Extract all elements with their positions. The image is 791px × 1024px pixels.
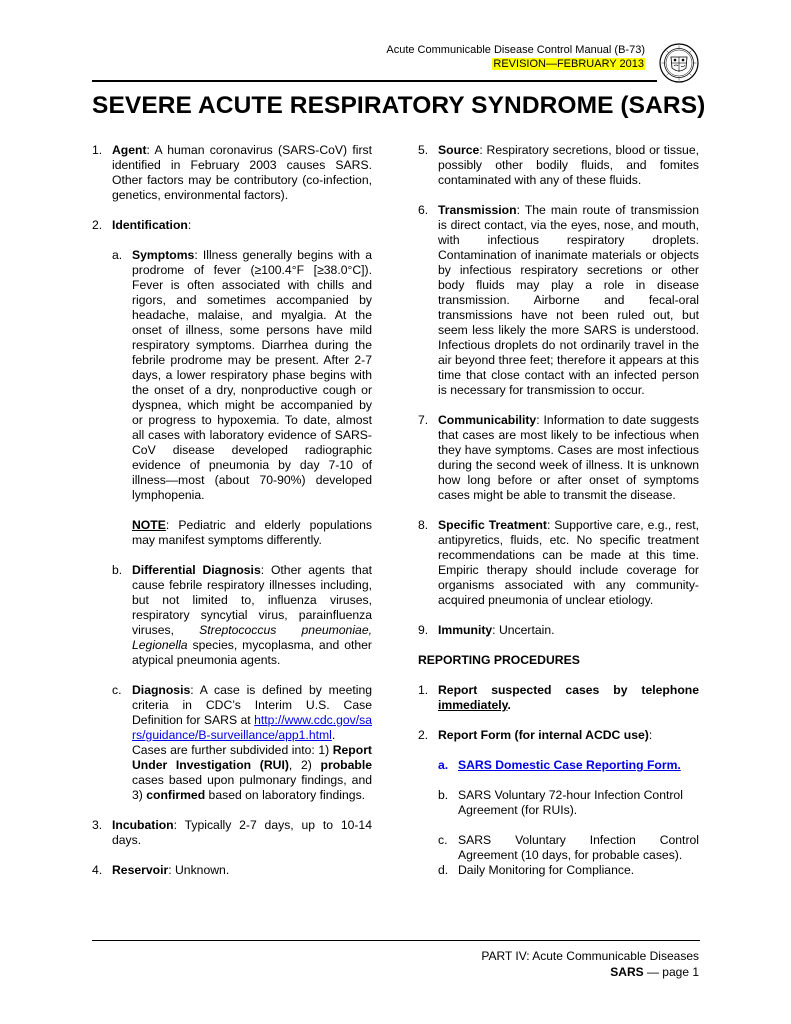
sars-domestic-case-form-link[interactable]: SARS Domestic Case Reporting Form.	[458, 758, 681, 772]
item-text: :	[187, 218, 192, 232]
item-body	[438, 203, 699, 398]
form-item	[438, 833, 699, 863]
footer-page	[610, 965, 699, 979]
section-agent	[92, 143, 372, 203]
item-label: Transmission	[438, 203, 517, 217]
sub-text: : A case is defined by meeting criteria in CDC’s Interim U.S. Case Definition for SARS at	[132, 683, 372, 727]
item-number: 3.	[92, 818, 103, 832]
section-incubation	[92, 818, 372, 848]
item-label: Incubation	[112, 818, 174, 832]
item-body	[112, 218, 372, 803]
subsection-differential	[112, 563, 372, 668]
section-identification	[92, 218, 372, 803]
sub-body	[132, 563, 372, 668]
footer-page-text: — page 1	[643, 965, 699, 979]
form-letter: b.	[438, 788, 449, 802]
item-number: 8.	[418, 518, 429, 532]
section-source	[418, 143, 699, 188]
section-immunity	[418, 623, 699, 638]
sub-label: Differential Diagnosis	[132, 563, 261, 577]
left-column	[92, 143, 372, 893]
form-item	[438, 788, 699, 818]
item-number: 4.	[92, 863, 103, 877]
form-body: SARS Voluntary Infection Control Agreement (10 days, for probable cases).	[458, 833, 699, 862]
item-number: 6.	[418, 203, 429, 217]
form-item	[438, 758, 699, 773]
item-text: : Typically 2-7 days, up to 10-14 days.	[112, 818, 372, 847]
page-title: SEVERE ACUTE RESPIRATORY SYNDROME (SARS)	[92, 92, 706, 119]
item-tail: :	[648, 728, 653, 742]
sub-label: Diagnosis	[132, 683, 191, 697]
right-column	[418, 143, 699, 893]
item-body	[438, 728, 699, 878]
item-label: Specific Treatment	[438, 518, 547, 532]
form-body: Daily Monitoring for Compliance.	[458, 863, 635, 877]
sub-text: : Illness generally begins with a prodrome of fever (≥100.4°F [≥38.0°C]). Fever is often associated with chills and rigors, and sometimes accompanied by headache, malaise, and myalgia. At the onset of illness, some persons have mild respiratory symptoms. Diarrhea during the febrile prodrome may be present. After 2-7 days, a lower respiratory phase begins with the onset of a dry, nonproductive cough or dyspnea, which might be accompanied by or progress to hypoxemia. To date, almost all cases with laboratory evidence of SARS-CoV disease developed radiographic evidence of pneumonia by day 7-10 of illness—most (about 70-90%) developed lymphopenia.	[132, 248, 372, 502]
item-text: : Uncertain.	[492, 623, 555, 637]
form-letter: c.	[438, 833, 448, 847]
item-label: Communicability	[438, 413, 537, 427]
sub-letter: b.	[112, 563, 123, 577]
item-label: Reservoir	[112, 863, 169, 877]
header-manual: Acute Communicable Disease Control Manual (B-73)	[386, 44, 645, 56]
section-specific-treatment	[418, 518, 699, 608]
item-text: : A human coronavirus (SARS-CoV) first identified in February 2003 causes SARS. Other factors may be contributory (co-infection, genetics, environmental factors).	[112, 143, 372, 202]
item-number: 1.	[418, 683, 429, 697]
sub-text: cases based upon pulmonary findings, and 3)	[132, 773, 372, 802]
sub-italic: Streptococcus pneumoniae, Legionella	[132, 623, 372, 652]
reporting-procedures-heading: REPORTING PROCEDURES	[418, 653, 580, 667]
footer-page-label: SARS	[610, 965, 644, 979]
item-number: 1.	[92, 143, 103, 157]
section-transmission	[418, 203, 699, 398]
item-text: : The main route of transmission is direct contact, via the eyes, nose, and mouth, with infectious respiratory droplets. Contamination of inanimate materials or objects by infectious respiratory secretions or other body fluids may play a role in disease transmission. Airborne and fecal-oral transmissions have not been ruled out, but seem less likely the more SARS is understood. Infectious droplets do not ordinarily travel in the air beyond three feet; therefore it appears at this time that close contact with an infected person is necessary for transmission to occur.	[438, 203, 699, 397]
item-body	[438, 623, 699, 638]
item-number: 2.	[92, 218, 103, 232]
sub-text: species, mycoplasma, and other atypical pneumonia agents.	[132, 638, 372, 667]
form-item	[438, 863, 699, 878]
item-text: : Information to date suggests that cases are most likely to be infectious when they have symptoms. Cases are most infectious during the second week of illness. It is unknown how long before or after onset of symptoms cases might be able to transmit the disease.	[438, 413, 699, 502]
sub-letter: c.	[112, 683, 122, 697]
note-label: NOTE	[132, 518, 166, 532]
item-body	[112, 143, 372, 203]
section-reservoir	[92, 863, 372, 878]
sub-letter: a.	[112, 248, 123, 262]
item-text: : Supportive care, e.g., rest, antipyretics, fluids, etc. No specific treatment recommendations can be made at this time. Empiric therapy should include coverage for organisms associated with any community-acquired pneumonia of unclear etiology.	[438, 518, 699, 607]
item-body	[112, 863, 372, 878]
item-text: : Unknown.	[168, 863, 230, 877]
rui-label: Report Under Investigation (RUI)	[132, 743, 372, 772]
item-number: 7.	[418, 413, 429, 427]
header-rule	[92, 80, 657, 82]
item-underlined: immediately	[438, 698, 508, 712]
sub-text: : Other agents that cause febrile respiratory illnesses including, but not limited to, influenza viruses, respiratory syncytial virus, parainfluenza viruses,	[132, 563, 372, 637]
item-label: Report suspected cases by telephone	[438, 683, 699, 697]
form-letter: d.	[438, 863, 449, 877]
header-revision: REVISION—FEBRUARY 2013	[493, 58, 644, 70]
probable-label: probable	[320, 758, 372, 772]
item-number: 5.	[418, 143, 429, 157]
item-label: Report Form (for internal ACDC use)	[438, 728, 649, 742]
county-seal-icon	[659, 43, 699, 83]
item-tail: .	[507, 698, 511, 712]
item-body	[438, 683, 699, 713]
subsection-symptoms	[112, 248, 372, 548]
item-body	[438, 413, 699, 503]
report-step-form	[418, 728, 699, 878]
sub-body	[132, 683, 372, 803]
item-number: 9.	[418, 623, 429, 637]
sub-label: Symptoms	[132, 248, 195, 262]
note	[132, 518, 372, 548]
item-label: Agent	[112, 143, 147, 157]
sub-text: . Cases are further subdivided into: 1)	[132, 728, 336, 757]
item-label: Immunity	[438, 623, 493, 637]
subsection-diagnosis	[112, 683, 372, 803]
item-text: : Respiratory secretions, blood or tissue, possibly other bodily fluids, and fomites contaminated with any of these fluids.	[438, 143, 699, 187]
item-body	[438, 143, 699, 188]
cdc-case-definition-link[interactable]: http://www.cdc.gov/sars/guidance/B-surveillance/app1.html	[132, 713, 372, 742]
report-step-telephone	[418, 683, 699, 713]
form-letter: a.	[438, 758, 449, 772]
form-body: SARS Voluntary 72-hour Infection Control Agreement (for RUIs).	[458, 788, 683, 817]
confirmed-label: confirmed	[146, 788, 206, 802]
note-text: : Pediatric and elderly populations may manifest symptoms differently.	[132, 518, 372, 547]
item-number: 2.	[418, 728, 429, 742]
form-body	[458, 758, 699, 773]
section-communicability	[418, 413, 699, 503]
sub-text: based on laboratory findings.	[205, 788, 366, 802]
item-body	[438, 518, 699, 608]
item-label: Source	[438, 143, 480, 157]
sub-body	[132, 248, 372, 548]
item-body	[112, 818, 372, 848]
footer-rule	[92, 940, 700, 941]
footer-part: PART IV: Acute Communicable Diseases	[481, 949, 699, 963]
item-label: Identification	[112, 218, 188, 232]
sub-text: , 2)	[288, 758, 321, 772]
